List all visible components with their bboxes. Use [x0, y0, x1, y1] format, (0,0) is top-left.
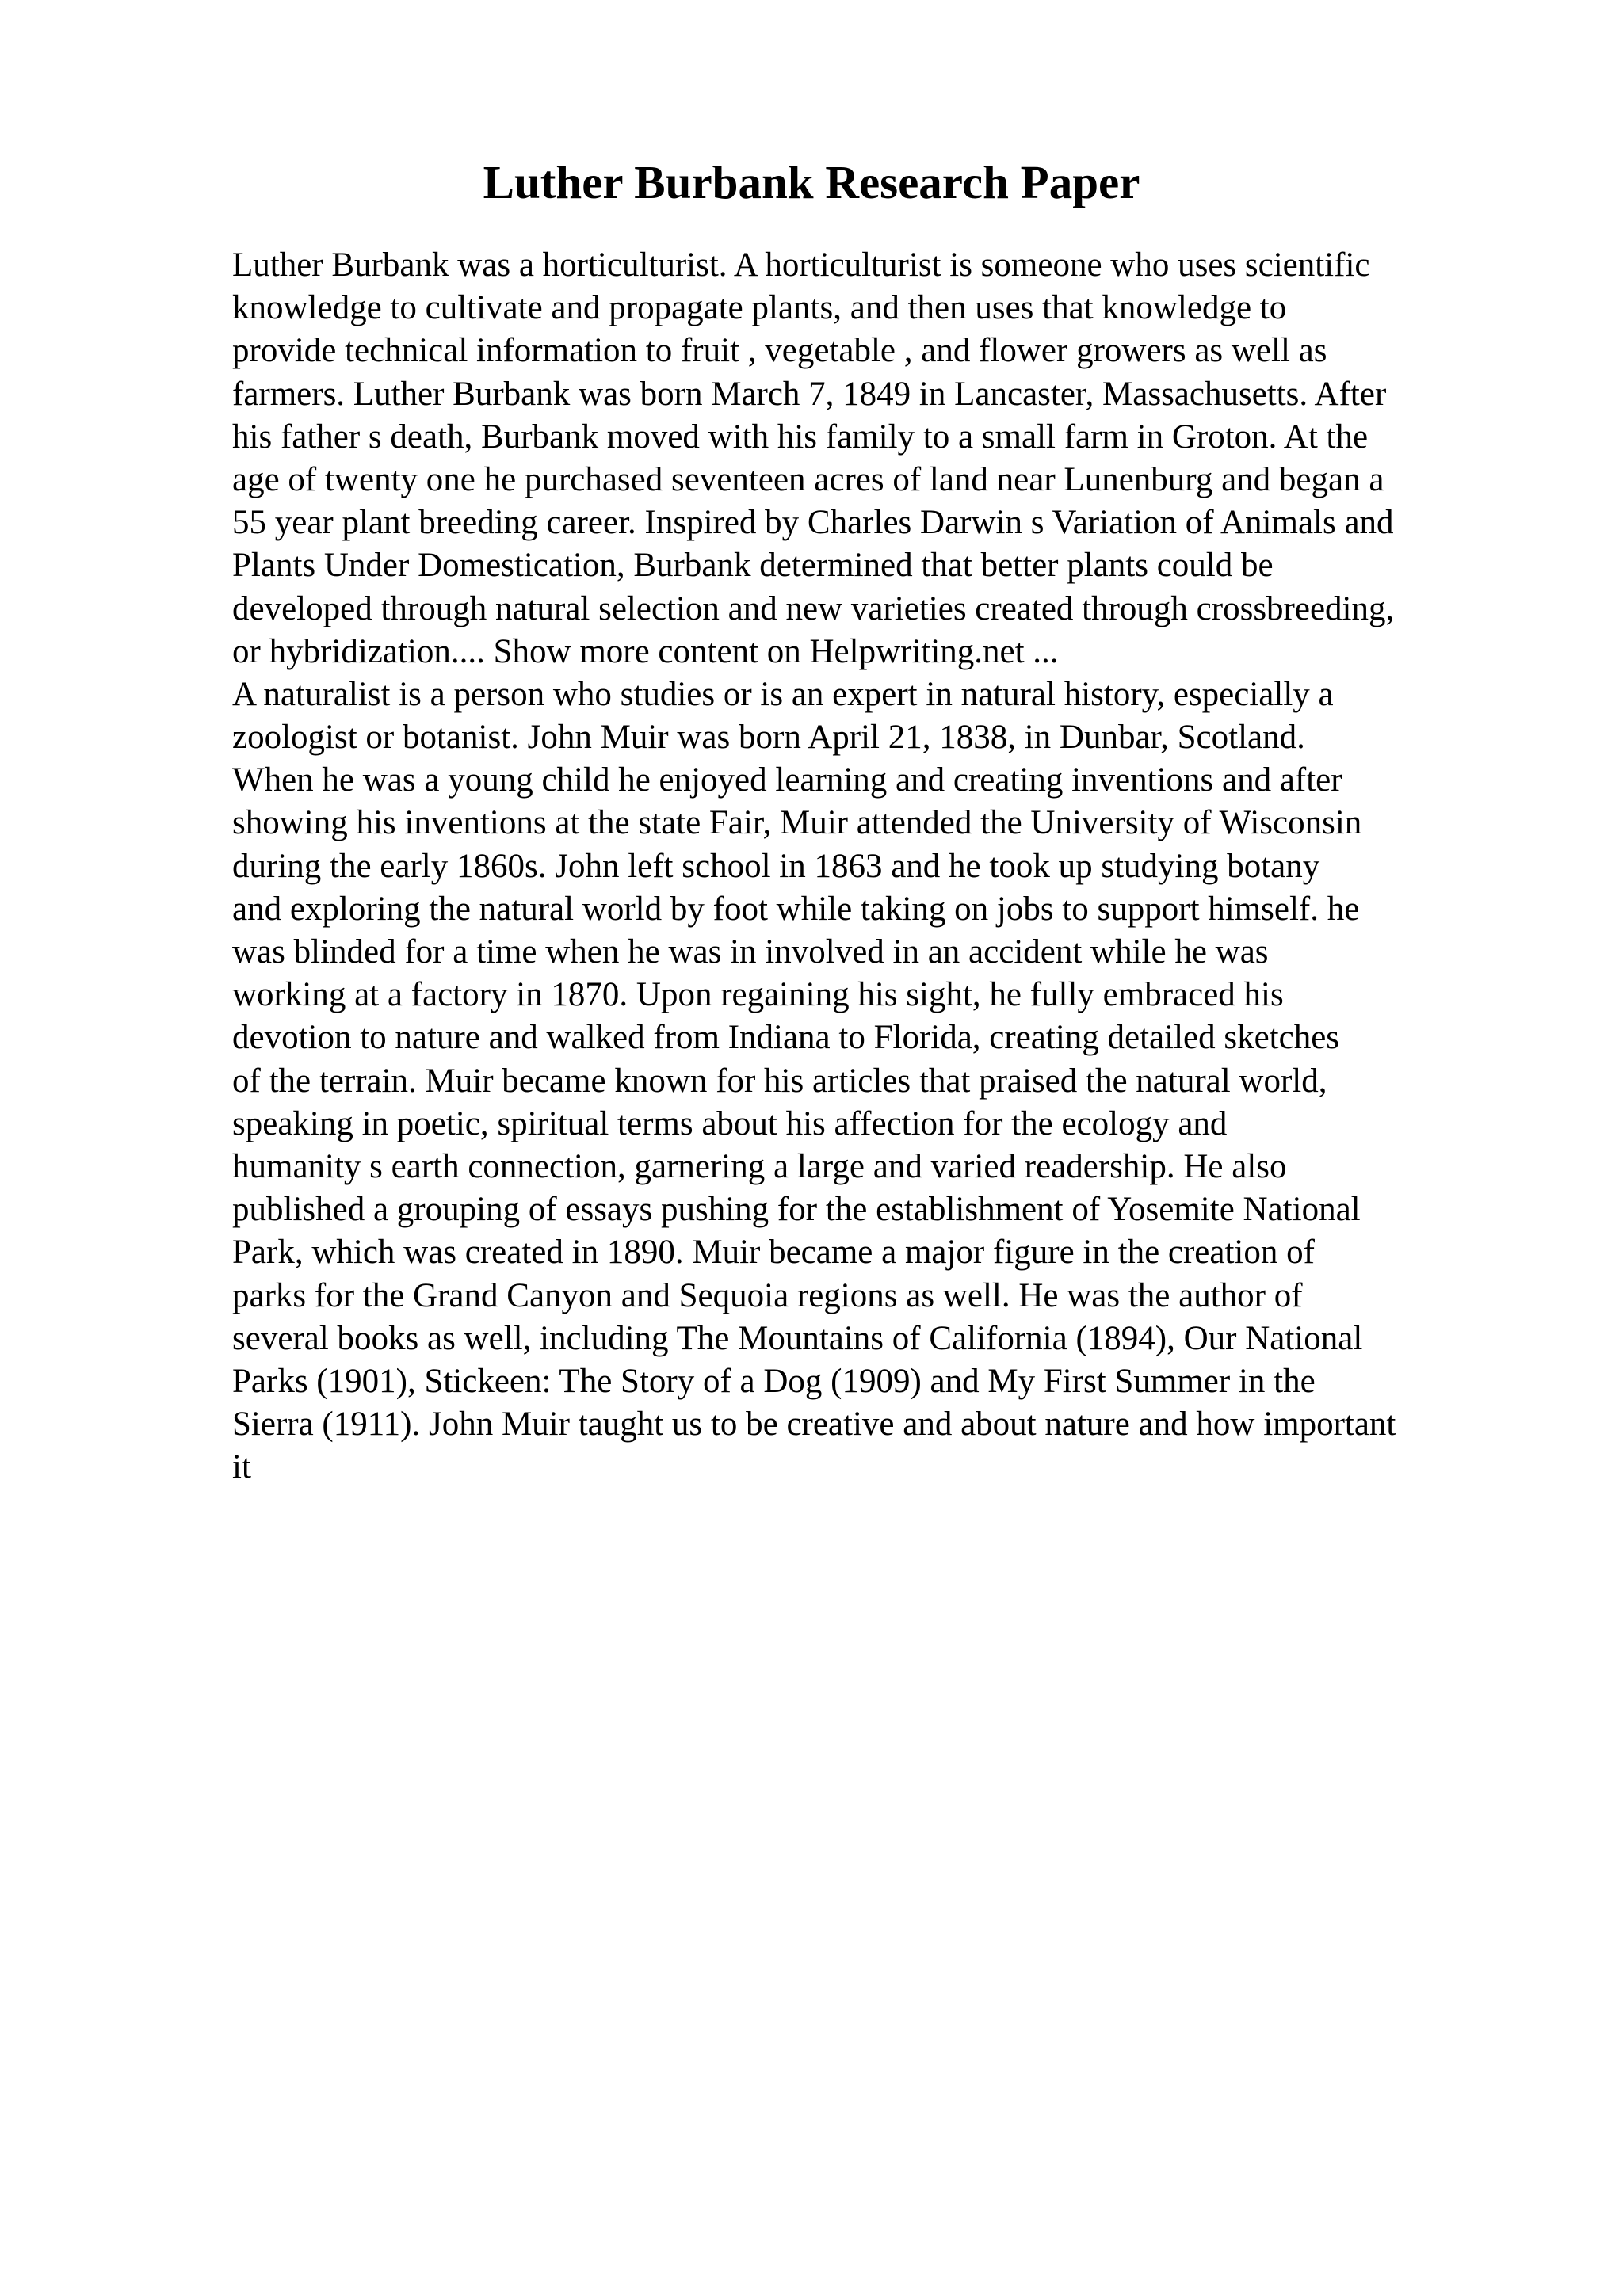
- text-line: or hybridization.... Show more content on Helpwriting.net ...: [232, 632, 1059, 670]
- text-line: 55 year plant breeding career. Inspired by Charles Darwin s Variation of Animals and: [232, 504, 1394, 542]
- text-line: Sierra (1911). John Muir taught us to be creative and about nature and how important: [232, 1405, 1396, 1444]
- text-line: Park, which was created in 1890. Muir became a major figure in the creation of: [232, 1234, 1315, 1272]
- text-line: Plants Under Domestication, Burbank determined that better plants could be: [232, 547, 1274, 585]
- text-line: farmers. Luther Burbank was born March 7, 1849 in Lancaster, Massachusetts. After: [232, 375, 1387, 413]
- text-line: of the terrain. Muir became known for his articles that praised the natural world,: [232, 1062, 1327, 1100]
- text-line: Luther Burbank was a horticulturist. A horticulturist is someone who uses scientific: [232, 246, 1370, 284]
- text-line: humanity s earth connection, garnering a large and varied readership. He also: [232, 1147, 1287, 1185]
- text-line: showing his inventions at the state Fair, Muir attended the University of Wisconsin: [232, 804, 1362, 842]
- text-line: knowledge to cultivate and propagate plants, and then uses that knowledge to: [232, 289, 1287, 327]
- text-line: working at a factory in 1870. Upon regaining his sight, he fully embraced his: [232, 976, 1284, 1014]
- text-line: provide technical information to fruit , vegetable , and flower growers as well as: [232, 332, 1327, 370]
- text-line: was blinded for a time when he was in involved in an accident while he was: [232, 933, 1269, 971]
- text-line: age of twenty one he purchased seventeen acres of land near Lunenburg and began a: [232, 460, 1384, 498]
- page-title: Luther Burbank Research Paper: [483, 156, 1140, 208]
- text-line: published a grouping of essays pushing for the establishment of Yosemite National: [232, 1191, 1361, 1229]
- text-line: parks for the Grand Canyon and Sequoia regions as well. He was the author of: [232, 1276, 1303, 1314]
- text-line: several books as well, including The Mountains of California (1894), Our National: [232, 1319, 1363, 1357]
- document-body: [232, 244, 1516, 1489]
- text-line: Parks (1901), Stickeen: The Story of a Dog (1909) and My First Summer in the: [232, 1362, 1316, 1400]
- text-line: and exploring the natural world by foot while taking on jobs to support himself. he: [232, 890, 1360, 928]
- text-line: A naturalist is a person who studies or is an expert in natural history, especially a: [232, 675, 1334, 713]
- text-line: When he was a young child he enjoyed learning and creating inventions and after: [232, 761, 1342, 799]
- text-line: devotion to nature and walked from Indiana to Florida, creating detailed sketches: [232, 1019, 1340, 1057]
- text-line: his father s death, Burbank moved with his family to a small farm in Groton. At the: [232, 418, 1369, 456]
- text-line: during the early 1860s. John left school in 1863 and he took up studying botany: [232, 847, 1320, 885]
- text-line: speaking in poetic, spiritual terms about his affection for the ecology and: [232, 1104, 1228, 1142]
- text-line: it: [232, 1448, 251, 1486]
- text-line: zoologist or botanist. John Muir was born April 21, 1838, in Dunbar, Scotland.: [232, 719, 1305, 757]
- text-line: developed through natural selection and new varieties created through crossbreeding,: [232, 589, 1395, 627]
